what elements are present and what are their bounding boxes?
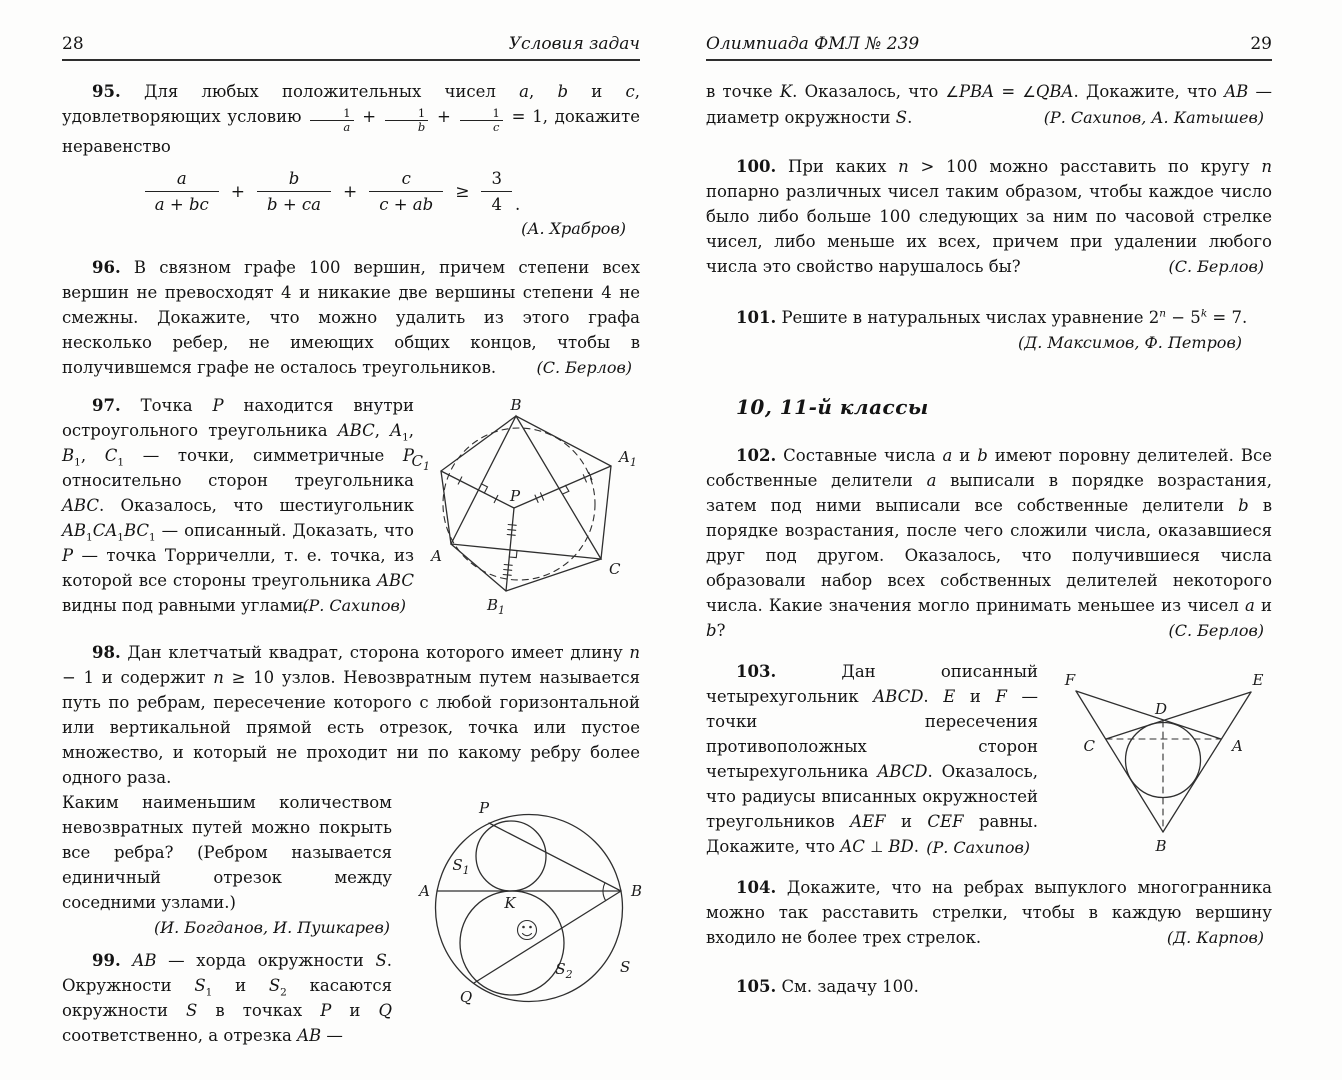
problem-101: 101. Решите в натуральных числах уравнение $2^n - 5^k = 7$. (Д. Максимов, Ф. Петров) [706, 305, 1272, 355]
quad-figure [1048, 663, 1300, 861]
page-left [62, 34, 643, 1048]
label-A: A [1232, 737, 1243, 755]
label-A: A [419, 882, 430, 901]
circles-figure [404, 798, 696, 1014]
label-F: F [1064, 671, 1076, 689]
label-C: C [609, 560, 621, 579]
inequality-formula: $\frac{a}{a + bc}$ + $\frac{b}{b + ca}$ + $\frac{c}{c + ab}$ ≥ $\frac{3}{4}$ . [62, 169, 600, 214]
label-B: B [510, 396, 522, 415]
problem-body: Для любых положительных чисел a, b и c, удовлетворяющих условию $\frac{1}{a}$ + $\frac{1}{b}$ + $\frac{1}{c}$ = 1, докажите неравенство [62, 82, 640, 157]
smiley-face [518, 921, 537, 940]
reflection-segments [441, 466, 611, 591]
author-98: (И. Богданов, И. Пушкарев) [153, 918, 390, 938]
tick-marks [458, 473, 592, 576]
left-running-title: Условия задач [508, 34, 640, 54]
angle-mark [603, 883, 606, 901]
label-D: D [1154, 700, 1168, 718]
author-99: (Р. Сахипов, А. Катышев) [1043, 108, 1264, 127]
right-page-number: 29 [1250, 34, 1272, 54]
label-E: E [1252, 671, 1264, 689]
author-103: (Р. Сахипов) [926, 838, 1030, 857]
author-101: (Д. Максимов, Ф. Петров) [1017, 333, 1242, 352]
author-100: (С. Берлов) [1168, 257, 1264, 276]
dashed-lines [1106, 721, 1221, 832]
problem-96: 96. В связном графе 100 вершин, причем степени всех вершин не превосходят 4 и никакие две вершины степени 4 не смежны. Докажите, что можно удалить из этого графа несколько ребер, не имеющих общих концов, чтобы в получившемся графе не осталось треугольников. (С. Берлов) [62, 255, 640, 380]
author-97: (Р. Сахипов) [302, 596, 406, 616]
problem-105: 105. См. задачу 100. [736, 977, 919, 996]
problem-98-99-row [62, 790, 643, 1048]
problem-number: 95. [92, 82, 121, 101]
circle-S1 [476, 821, 546, 891]
label-B1: $B_1$ [486, 596, 506, 618]
label-Q: Q [459, 988, 473, 1007]
label-S: S [620, 958, 631, 977]
right-angle-marks [481, 484, 569, 558]
problem-99-continuation: в точке K. Оказалось, что ∠PBA = ∠QBA. Докажите, что AB — диаметр окружности S. (Р. Сахипов, А. Катышев) [706, 79, 1272, 130]
label-C1: $C_1$ [411, 452, 430, 474]
problem-99: 99. AB — хорда окружности S. Окружности $S_1$ и $S_2$ касаются окружности S в точках P и Q соответственно, а отрезка AB — [62, 951, 392, 1046]
label-A: A [431, 547, 442, 566]
problem-102: 102. Составные числа a и b имеют поровну делителей. Все собственные делители a выписали в порядке возрастания, затем под ними выписали все собственные делители b в порядке возрастания, после чего сложили числа, оказавшиеся друг под другом. Оказалось, что получившиеся числа образовали набор всех собственных делителей некоторого числа. Какие значения могло принимать меньшее из чисел a и b? (С. Берлов) [706, 443, 1272, 643]
problem-95 [62, 79, 640, 241]
problem-100: 100. При каких n > 100 можно расставить по кругу n попарно различных чисел таким образом, чтобы каждое число было либо больше 100 следующих за ним по часовой стрелке чисел, либо меньше их всех, причем при удалении любого числа это свойство нарушалось бы? (С. Берлов) [706, 154, 1272, 279]
label-P: P [509, 487, 521, 506]
author-95: (А. Храбров) [521, 219, 626, 239]
line-PB [489, 823, 621, 891]
label-B: B [1155, 837, 1167, 855]
section-heading: 10, 11-й классы [736, 395, 929, 419]
right-page-header [706, 34, 1272, 61]
label-P: P [478, 799, 490, 818]
left-page-header [62, 34, 640, 61]
problem-104: 104. Докажите, что на ребрах выпуклого многогранника можно так расставить стрелки, чтобы в каждую вершину входило не более трех стрелок. (Д. Карпов) [706, 875, 1272, 950]
problem-97: 97. Точка P находится внутри остроугольного треугольника ABC, $A_1$, $B_1$, $C_1$ — точки, симметричные P относительно сторон треугольника ABC. Оказалось, что шестиугольник $AB_1CA_1BC_1$ — описанный. Доказать, что P — точка Торричелли, т. е. точка, из которой все стороны треугольника ABC видны под равными углами. (Р. Сахипов) B $C_1$ $A_1$ P A C $B_1$ [62, 393, 640, 631]
author-102: (С. Берлов) [1168, 621, 1264, 640]
page-right [706, 34, 1272, 999]
problem-98-tail: Каким наименьшим количеством невозвратных путей можно покрыть все ребра? (Ребром называется единичный отрезок между соседними узлами.) [62, 793, 392, 913]
problem-95-text [62, 79, 640, 159]
label-A1: $A_1$ [619, 448, 637, 470]
label-K: K [504, 894, 516, 913]
label-B: B [631, 882, 643, 901]
label-S1: $S_1$ [452, 856, 470, 878]
hexagon-figure [411, 393, 640, 631]
author-96: (С. Берлов) [536, 358, 632, 378]
author-104: (Д. Карпов) [1166, 928, 1264, 947]
label-S2: $S_2$ [555, 960, 573, 982]
problem-98: 98. Дан клетчатый квадрат, сторона которого имеет длину n − 1 и содержит n ≥ 10 узлов. Невозвратным путем называется путь по ребрам, пересечение которого с любой горизонтальной или вертикальной прямой есть отрезок, точка или пустое множество, и который не проходит ни по какому ребру более одного раза. [62, 643, 640, 788]
right-running-title: Олимпиада ФМЛ № 239 [706, 34, 920, 54]
problem-103: 103. Дан описанный четырехугольник ABCD. E и F — точки пересечения противоположных сторон четырехугольника ABCD. Оказалось, что радиусы вписанных окружностей треугольников AEF и CEF равны. Докажите, что AC ⊥ BD. (Р. Сахипов) F E D C A B [706, 659, 1272, 861]
left-page-number: 28 [62, 34, 84, 54]
label-C: C [1083, 737, 1095, 755]
